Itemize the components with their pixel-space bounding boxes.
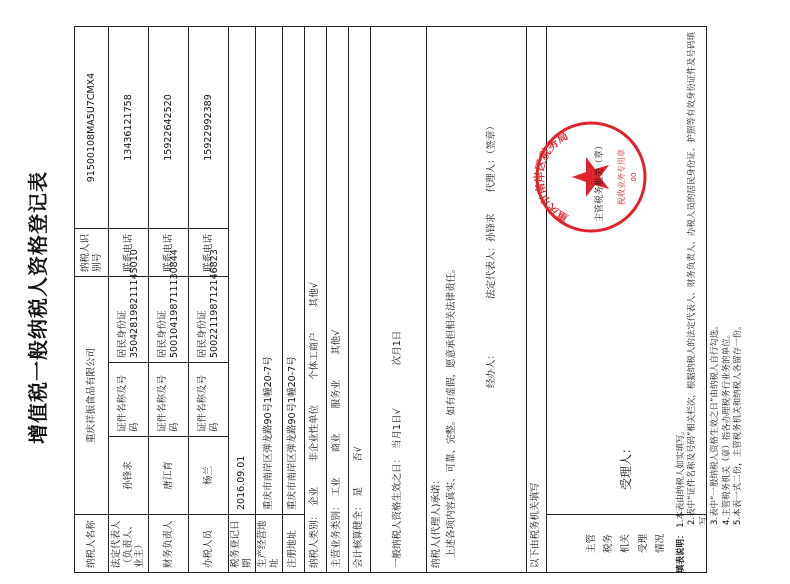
seal-number: 00 <box>630 172 638 182</box>
handler-phone: 15922992389 <box>189 27 229 229</box>
reg-address-label: 注册地址 <box>282 515 304 573</box>
taxpayer-type-label: 纳税人类别： <box>309 510 321 568</box>
accounting-field <box>348 27 370 573</box>
main-biz-option: 服务业 <box>331 379 343 409</box>
notes-line: 2.表中“证件名称及号码”相关栏次，根据纳税人的法定代表人、财务负责人、办税人员的居民身份证、护照等有效身份证件及号码填写。 <box>687 32 709 525</box>
finance-name: 唐江育 <box>149 437 189 515</box>
form-table <box>74 26 707 573</box>
finance-phone: 15922642520 <box>149 27 189 229</box>
tax-id-value: 91500108MA5U7CMX4 <box>75 27 109 229</box>
row-finance <box>149 27 189 573</box>
seal-text: 重庆市南岸区税务局 <box>532 129 571 225</box>
main-biz-option: 其他√ <box>331 329 343 355</box>
handler-phone-label: 联系电话 <box>189 229 229 277</box>
seal-icon <box>532 118 650 236</box>
handler-cert: 居民身份证 500221198712146823 <box>189 277 229 363</box>
reg-date-value: 2016.09.01 <box>229 27 256 515</box>
taxpayer-type-option: 其他√ <box>309 282 321 308</box>
effective-label: 一般纳税人资格生效之日： <box>392 453 404 568</box>
finance-cert-label: 证件名称及号码 <box>149 363 189 437</box>
notes-line: 3.表中“一般纳税人资格生效之日”由纳税人自行勾选。 <box>710 321 721 525</box>
finance-label: 财务负责人 <box>149 515 189 573</box>
effective-date-field <box>370 27 426 573</box>
effective-option: 次月1日 <box>392 330 404 366</box>
declaration-field <box>426 27 526 573</box>
row-office-heading <box>526 27 546 573</box>
fill-instructions <box>676 27 745 573</box>
declaration-text: 上述各项内容真实、可靠、完整。如有虚假，愿意承担相关法律责任。 <box>446 263 458 558</box>
legal-rep-label: 法定代表人（负责人、业主） <box>109 515 149 573</box>
row-taxpayer-type <box>304 27 326 573</box>
row-taxpayer-name <box>75 27 109 573</box>
finance-phone-label: 联系电话 <box>149 229 189 277</box>
tax-id-label: 纳税人识别号 <box>75 229 109 277</box>
row-reg-address <box>282 27 304 573</box>
handler-sign-label: 经办人： <box>486 349 498 388</box>
row-handler <box>189 27 229 573</box>
office-label: 主管 <box>586 534 598 554</box>
office-label: 情况 <box>654 534 666 554</box>
main-biz-label: 主营业务类别： <box>331 501 343 568</box>
seal-sub-text: 税收业务专用章 <box>617 149 626 205</box>
row-reg-date <box>229 27 256 573</box>
biz-address-value: 重庆市南岸区弹龙路90号1幢20-7号 <box>255 27 282 515</box>
row-biz-address <box>255 27 282 573</box>
agent-sign-label: 代理人：（签章） <box>486 121 498 193</box>
legal-rep-cert-label: 证件名称及号码 <box>109 363 149 437</box>
office-label: 受理 <box>637 534 649 554</box>
tax-office-fill-label: 以下由税务机关填写 <box>526 27 546 573</box>
taxpayer-name-label: 纳税人名称 <box>75 515 109 573</box>
main-biz-option: 商业 <box>331 433 343 453</box>
notes-line: 5.本表一式二份，主管税务机关和纳税人各留存一份。 <box>733 321 744 525</box>
accept-label: 受理人： <box>618 441 633 490</box>
main-biz-field <box>326 27 348 573</box>
taxpayer-type-option: 个体工商户 <box>309 332 321 380</box>
svg-text:重庆市南岸区税务局 <box>532 129 570 226</box>
taxpayer-type-option: 企业 <box>309 486 321 506</box>
finance-cert: 居民身份证 500104198711130844 <box>149 277 189 363</box>
official-seal <box>532 118 650 236</box>
row-accounting <box>348 27 370 573</box>
reg-date-label: 税务登记日期 <box>229 515 256 573</box>
taxpayer-name-value: 重庆祥振食品有限公司 <box>75 277 109 515</box>
legal-rep-name: 孙锋求 <box>109 437 149 515</box>
row-declaration <box>426 27 526 573</box>
legal-rep-phone: 13436121758 <box>109 27 149 229</box>
row-effective-date <box>370 27 426 573</box>
handler-label: 办税人员 <box>189 515 229 573</box>
row-legal-rep <box>109 27 149 573</box>
legal-rep-cert: 居民身份证 350428198211145010 <box>109 277 149 363</box>
legal-sign-label: 法定代表人：孙锋求 <box>486 213 498 299</box>
row-main-biz <box>326 27 348 573</box>
office-label: 税务 <box>603 534 615 554</box>
handler-name: 杨兰 <box>189 437 229 515</box>
form-title: 增值税一般纳税人资格登记表 <box>26 171 50 444</box>
notes-line: 1.本表由纳税人如实填写。 <box>676 426 686 528</box>
accounting-label: 会计核算健全： <box>353 501 365 568</box>
office-label: 机关 <box>620 534 632 554</box>
accounting-option: 否√ <box>353 446 365 462</box>
effective-option: 当月1日√ <box>392 408 404 449</box>
taxpayer-type-field <box>304 27 326 573</box>
declaration-heading: 纳税人(代理人)承诺： <box>430 475 442 568</box>
legal-rep-phone-label: 联系电话 <box>109 229 149 277</box>
reg-address-value: 重庆市南岸区弹龙路90号1幢20-7号 <box>282 27 304 515</box>
main-biz-option: 工业 <box>331 477 343 497</box>
biz-address-label: 生产经营地址 <box>255 515 282 573</box>
office-seal-text: 主管税务机关（章） <box>595 140 605 222</box>
accounting-option: 是 <box>353 486 365 497</box>
taxpayer-type-option: 非企业性单位 <box>309 404 321 462</box>
handler-cert-label: 证件名称及号码 <box>189 363 229 437</box>
notes-heading: 填表说明： <box>676 530 686 573</box>
notes-line: 4.主管税务机关（章）指各办理税务行业务的单位。 <box>721 329 732 525</box>
